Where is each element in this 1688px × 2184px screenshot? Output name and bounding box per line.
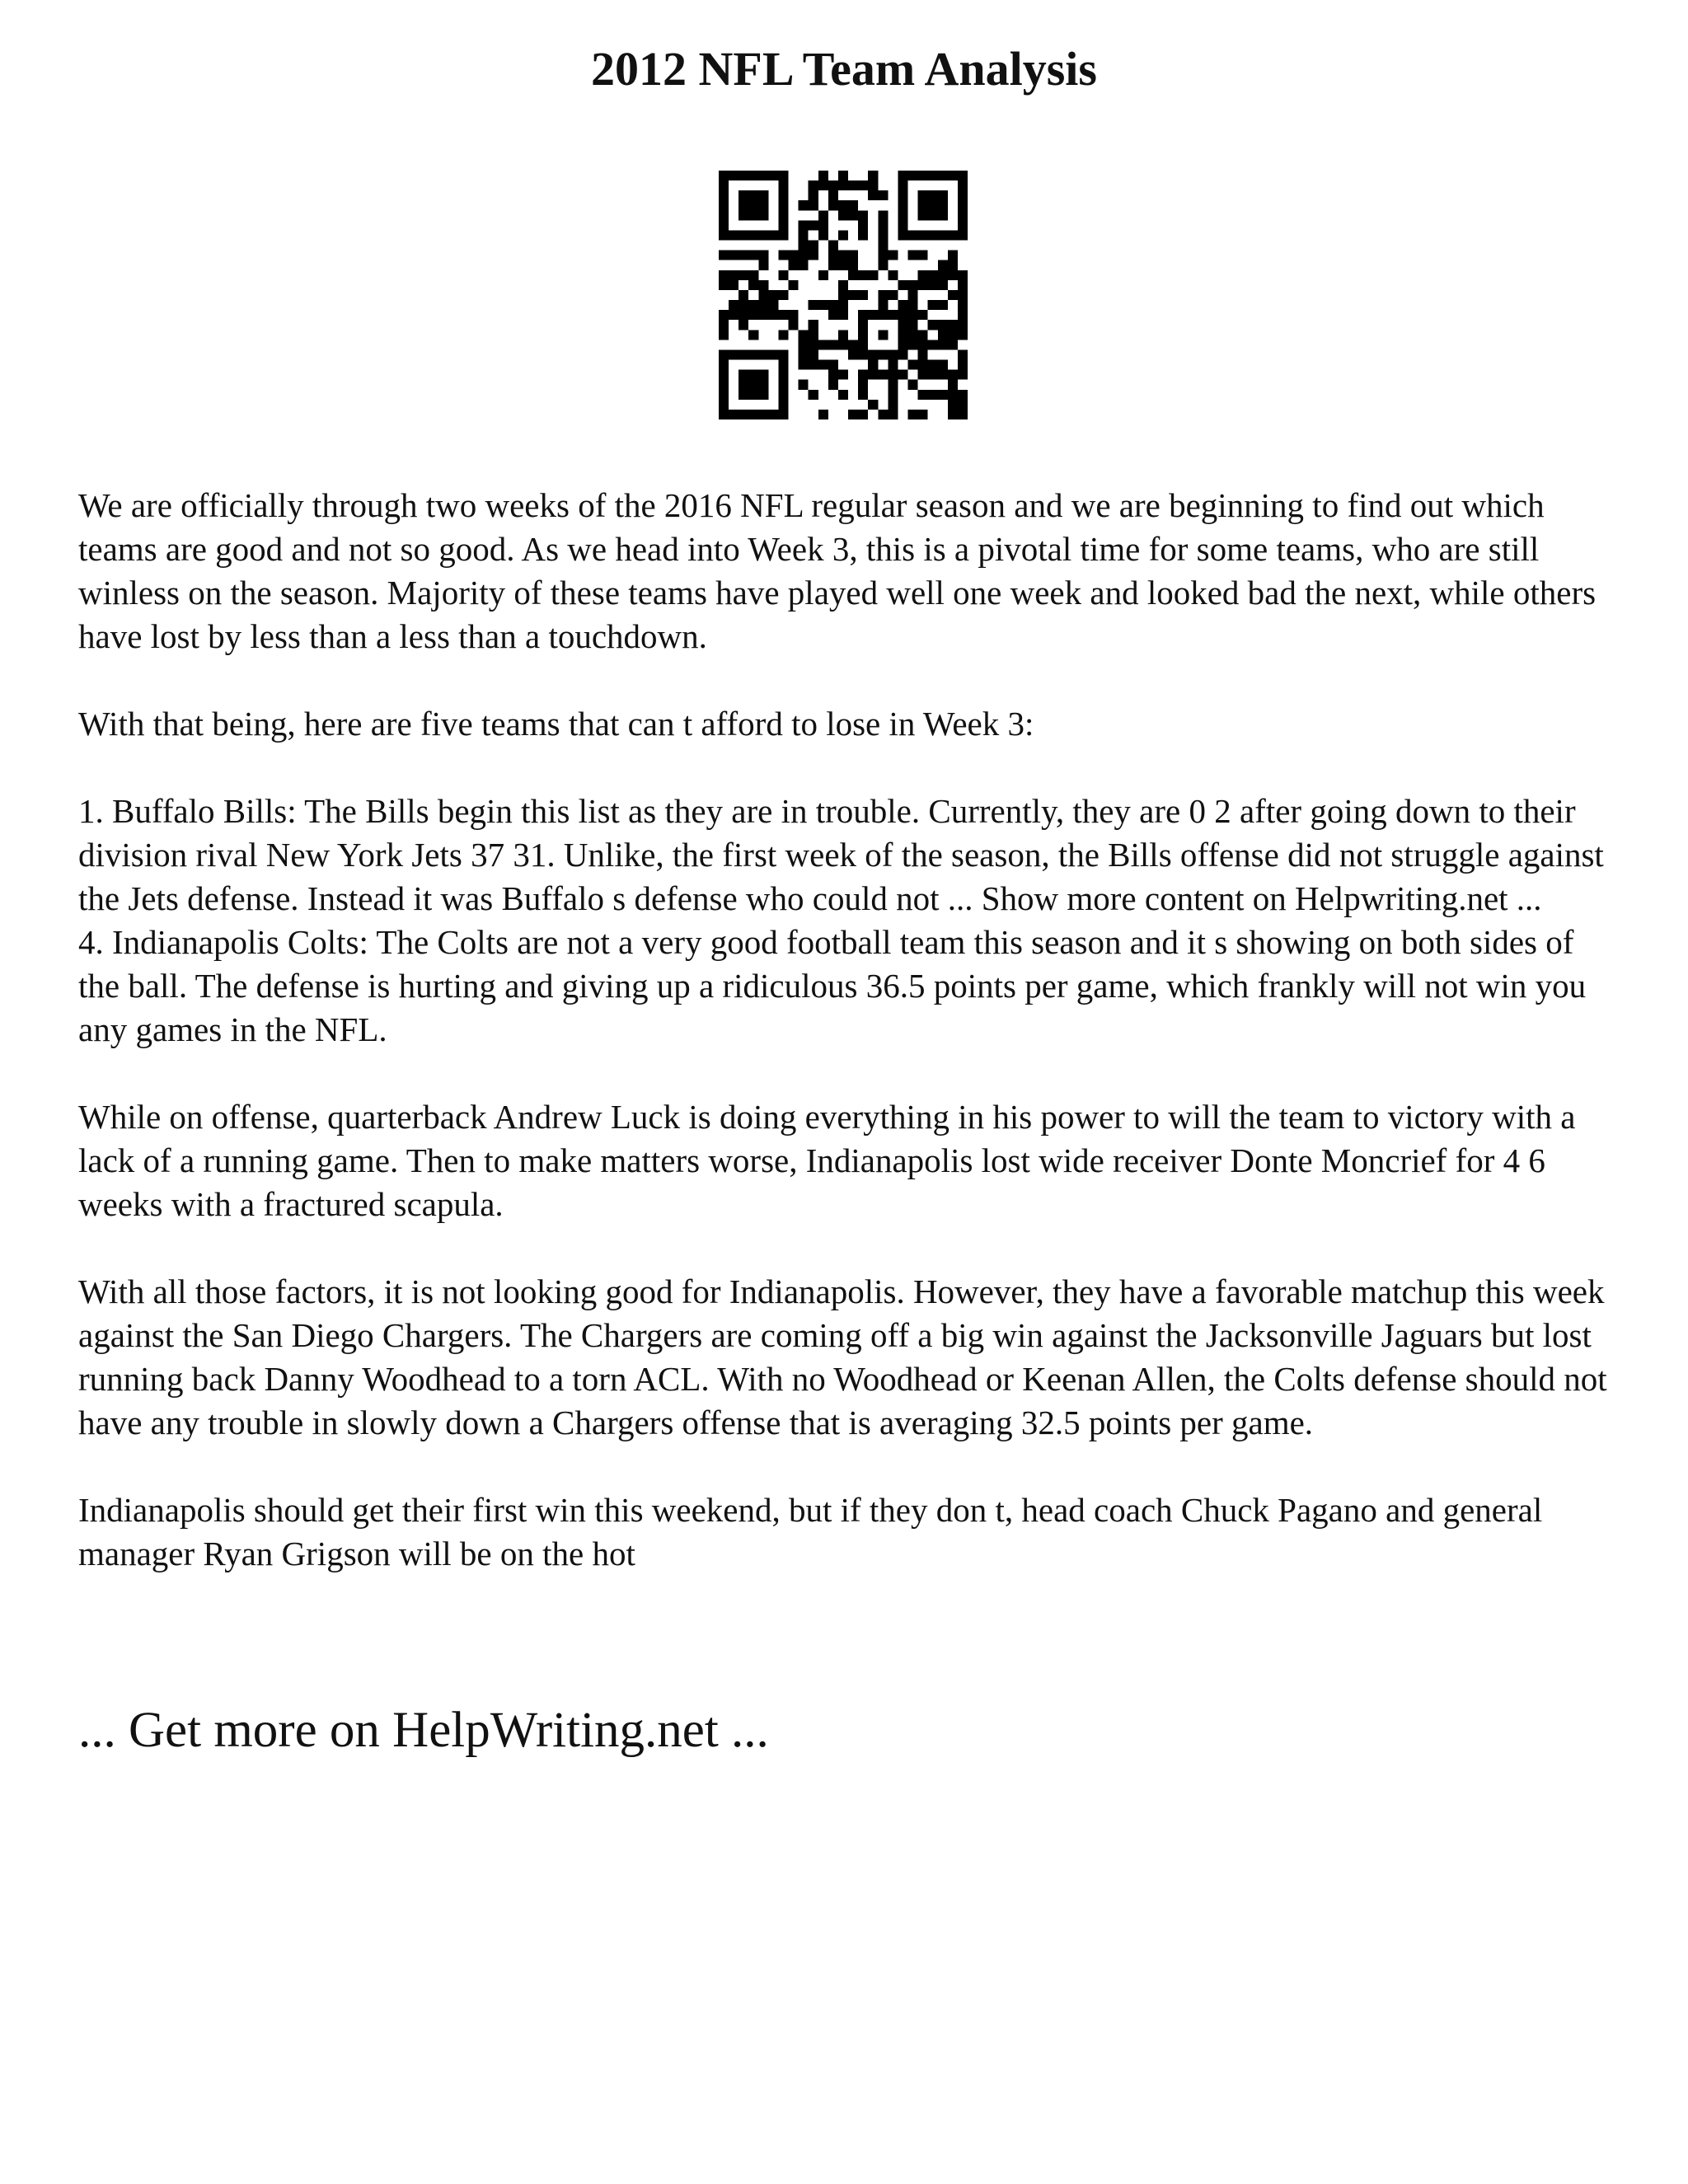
qr-code-icon — [719, 171, 968, 419]
offense-paragraph: While on offense, quarterback Andrew Luck is doing everything in his power to will the team to victory with a lack of a running game. Then to make matters worse, Indianapolis lost wide receiver Donte Moncrief for 4 6 weeks with a fractured scapula. — [78, 1098, 1576, 1223]
buffalo-bills-paragraph: 1. Buffalo Bills: The Bills begin this list as they are in trouble. Currently, they are 0 2 after going down to their division rival New York Jets 37 31. Unlike, the first week of the season, the Bills offense did not struggle against the Jets defense. Instead it was Buffalo s defense who could not ... Show more content on Helpwriting.net ... — [78, 792, 1604, 917]
intro-paragraph: We are officially through two weeks of the 2016 NFL regular season and we are beginning to find out which teams are good and not so good. As we head into Week 3, this is a pivotal time for some teams, who are still winless on the season. Majority of these teams have played well one week and looked bad the next, while others have lost by less than a less than a touchdown. — [78, 486, 1597, 655]
closing-paragraph: Indianapolis should get their first win this weekend, but if they don t, head coach Chuck Pagano and general manager Ryan Grigson will be on the hot — [78, 1491, 1543, 1572]
indianapolis-colts-paragraph: 4. Indianapolis Colts: The Colts are not a very good football team this season and it s showing on both sides of the ball. The defense is hurting and giving up a ridiculous 36.5 points per game, which frankly will not win you any games in the NFL. — [78, 923, 1587, 1048]
list-intro-paragraph: With that being, here are five teams that can t afford to lose in Week 3: — [78, 705, 1034, 743]
factors-paragraph: With all those factors, it is not looking good for Indianapolis. However, they have a favorable matchup this week against the San Diego Chargers. The Chargers are coming off a big win against the Jacksonville Jaguars but lost running back Danny Woodhead to a torn ACL. With no Woodhead or Keenan Allen, the Colts defense should not have any trouble in slowly down a Chargers offense that is averaging 32.5 points per game. — [78, 1272, 1607, 1441]
page-title: 2012 NFL Team Analysis — [591, 42, 1097, 96]
get-more-link[interactable]: ... Get more on HelpWriting.net ... — [78, 1703, 769, 1758]
article-body — [78, 484, 1620, 1576]
